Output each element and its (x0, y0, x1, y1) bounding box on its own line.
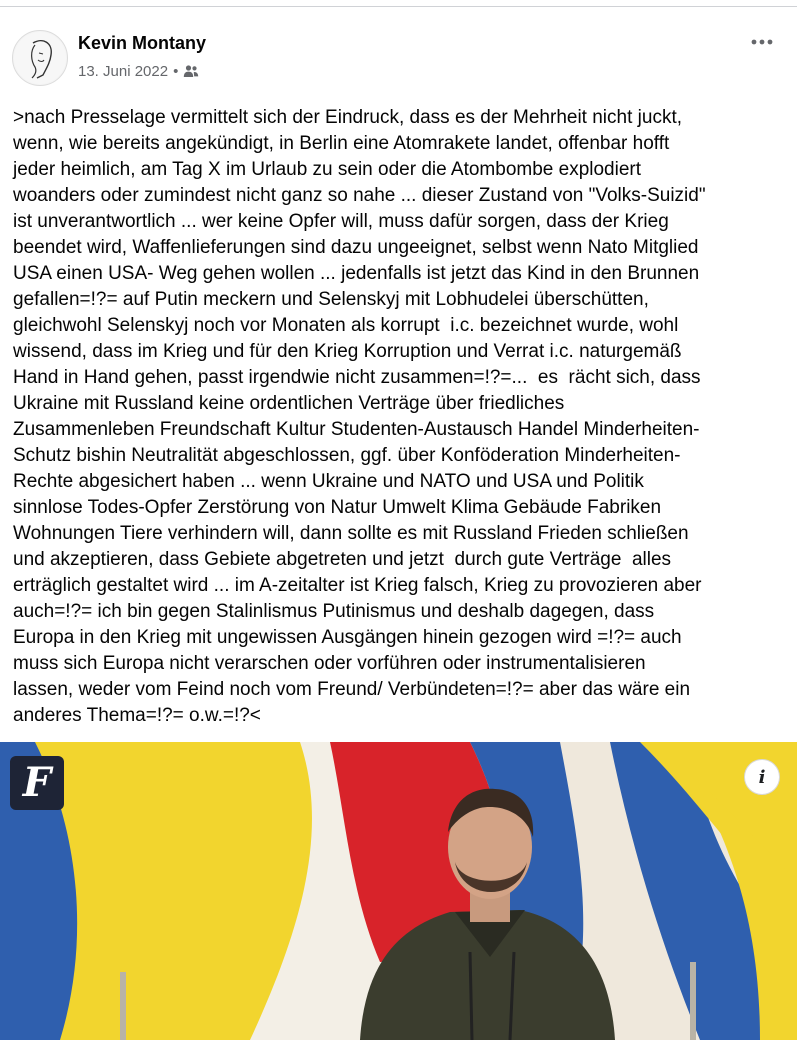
avatar-sketch-icon (13, 31, 67, 85)
faz-logo-icon: F (10, 756, 64, 810)
info-icon[interactable]: i (744, 759, 780, 795)
press-photo (0, 742, 797, 1040)
more-options-icon (751, 39, 773, 45)
friends-icon[interactable] (183, 64, 199, 78)
avatar[interactable] (12, 30, 68, 86)
post-meta (78, 61, 199, 81)
meta-separator: • (173, 62, 179, 80)
author-name[interactable]: Kevin Montany (78, 33, 207, 53)
post-date[interactable]: 13. Juni 2022 (78, 62, 169, 80)
more-options-button[interactable] (744, 30, 780, 54)
top-divider (0, 6, 797, 7)
link-preview-image[interactable] (0, 742, 797, 1040)
post-text: >nach Presselage vermittelt sich der Eindruck, dass es der Mehrheit nicht juckt, wenn, wie bereits angekündigt, in Berlin eine Atomrakete landet, offenbar hofft jeder heimlich, am Tag X im Urlaub zu sein oder die Atombombe explodiert woanders oder zumindest nicht ganz so nahe ... dieser Zustand von "Volks-Suizid" ist unverantwortlich ... wer keine Opfer will, muss dafür sorgen, dass der Krieg beendet wird, Waffenlieferungen sind dazu ungeeignet, selbst wenn Nato Mitglied USA einen USA- Weg gehen wollen ... jedenfalls ist jetzt das Kind in den Brunnen gefallen=!?= auf Putin meckern und Selenskyj mit Lobhudelei überschütten, gleichwohl Selenskyj noch vor Monaten als korrupt i.c. bezeichnet wurde, wohl wissend, dass im Krieg und für den Krieg Korruption und Verrat i.c. naturgemäß Hand in Hand gehen, passt irgendwie nicht zusammen=!?=... es rächt sich, dass Ukraine mit Russland keine ordentlichen Verträge über friedliches Zusammenleben Freundschaft Kultur Studenten-Austausch Handel Minderheiten- Schutz bishin Neutralität abgeschlossen, ggf. über Konföderation Minderheiten- Rechte abgesichert haben ... wenn Ukraine und NATO und USA und Politik sinnlose Todes-Opfer Zerstörung von Natur Umwelt Klima Gebäude Fabriken Wohnungen Tiere verhindern will, dann sollte es mit Russland Frieden schließen und akzeptieren, dass Gebiete abgetreten und jetzt durch gute Verträge alles erträglich gestaltet wird ... im A-zeitalter ist Krieg falsch, Krieg zu provozieren aber auch=!?= ich bin gegen Stalinlismus Putinismus und deshalb dagegen, dass Europa in den Krieg mit ungewissen Ausgängen hinein gezogen wird =!?= auch muss sich Europa nicht verarschen oder vorführen oder instrumentalisieren lassen, weder vom Feind noch vom Freund/ Verbündeten=!?= aber das wäre ein anderes Thema=!?= o.w.=!?< (13, 107, 706, 726)
